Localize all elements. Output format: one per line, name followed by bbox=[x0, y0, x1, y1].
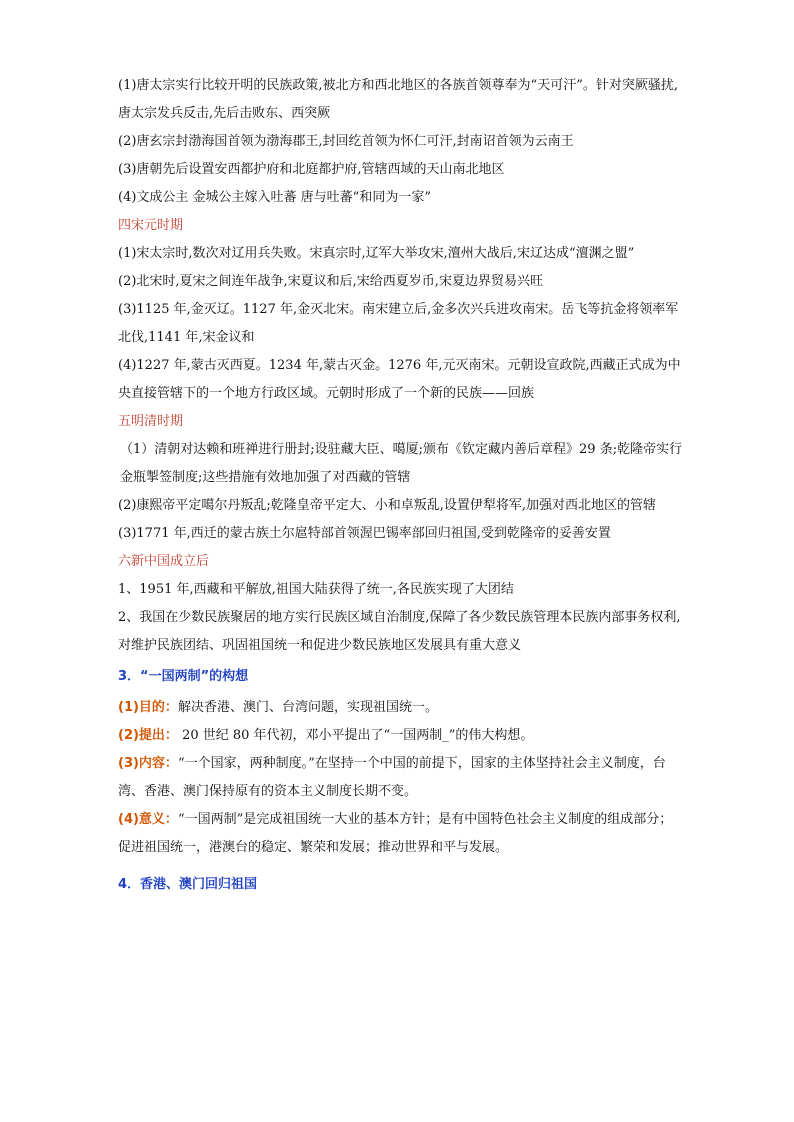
paragraph: (2)唐玄宗封渤海国首领为渤海郡王,封回纥首领为怀仁可汗,封南诏首领为云南王 bbox=[118, 134, 574, 149]
list-item bbox=[118, 750, 684, 806]
paragraph: (3)唐朝先后设置安西都护府和北庭都护府,管辖西域的天山南北地区 bbox=[118, 162, 505, 177]
item-label: (2)提出： bbox=[118, 728, 178, 743]
section-new-china bbox=[118, 548, 684, 660]
item-text: 解决香港、澳门、台湾问题，实现祖国统一。 bbox=[177, 700, 438, 715]
section-hk-macau bbox=[118, 868, 684, 902]
section-tang bbox=[118, 72, 684, 212]
section-song-yuan bbox=[118, 212, 684, 408]
list-item bbox=[118, 722, 684, 750]
item-text: “一个国家，两种制度。”在坚持一个中国的前提下，国家的主体坚持社会主义制度，台湾、香港、澳门保持原有的资本主义制度长期不变。 bbox=[118, 756, 666, 799]
section-heading: 四宋元时期 bbox=[118, 218, 184, 233]
paragraph: 2、我国在少数民族聚居的地方实行民族区域自治制度,保障了各少数民族管理本民族内部事务权利,对维护民族团结、巩固祖国统一和促进少数民族地区发展具有重大意义 bbox=[118, 610, 681, 653]
item-label: (3)内容： bbox=[118, 756, 178, 771]
item-label: (4)意义： bbox=[118, 812, 178, 827]
paragraph: （1）清朝对达赖和班禅进行册封;设驻藏大臣、噶厦;颁布《钦定藏内善后章程》29 条;乾隆帝实行金瓶掣签制度;这些措施有效地加强了对西藏的管辖 bbox=[120, 442, 683, 485]
item-text: “一国两制”是完成祖国统一大业的基本方针；是有中国特色社会主义制度的组成部分；促进祖国统一，港澳台的稳定、繁荣和发展；推动世界和平与发展。 bbox=[118, 812, 673, 855]
section-heading: 4．香港、澳门回归祖国 bbox=[118, 877, 258, 892]
paragraph: (2)北宋时,夏宋之间连年战争,宋夏议和后,宋给西夏岁币,宋夏边界贸易兴旺 bbox=[118, 274, 543, 289]
section-heading: 五明清时期 bbox=[118, 414, 184, 429]
paragraph: (4)1227 年,蒙古灭西夏。1234 年,蒙古灭金。1276 年,元灭南宋。元朝设宣政院,西藏正式成为中央直接管辖下的一个地方行政区域。元朝时形成了一个新的民族——回族 bbox=[118, 358, 681, 401]
item-text: 20 世纪 80 年代初，邓小平提出了“一国两制_”的伟大构想。 bbox=[177, 728, 534, 743]
paragraph: (3)1771 年,西迁的蒙古族土尔扈特部首领渥巴锡率部回归祖国,受到乾隆帝的妥善安置 bbox=[118, 526, 611, 541]
section-ming-qing bbox=[118, 408, 684, 548]
paragraph: (4)文成公主 金城公主嫁入吐蕃 唐与吐蕃“和同为一家” bbox=[118, 190, 431, 205]
paragraph: (1)唐太宗实行比较开明的民族政策,被北方和西北地区的各族首领尊奉为“天可汗”。针对突厥骚扰,唐太宗发兵反击,先后击败东、西突厥 bbox=[118, 78, 678, 121]
paragraph: 1、1951 年,西藏和平解放,祖国大陆获得了统一,各民族实现了大团结 bbox=[118, 582, 514, 597]
item-label: (1)目的： bbox=[118, 700, 178, 715]
paragraph: (3)1125 年,金灭辽。1127 年,金灭北宋。南宋建立后,金多次兴兵进攻南宋。岳飞等抗金将领率军北伐,1141 年,宋金议和 bbox=[118, 302, 679, 345]
section-one-country-two-systems bbox=[118, 660, 684, 862]
list-item bbox=[118, 694, 684, 722]
section-heading: 六新中国成立后 bbox=[118, 554, 210, 569]
section-heading: 3．“一国两制”的构想 bbox=[118, 669, 249, 684]
list-item bbox=[118, 806, 684, 862]
paragraph: (2)康熙帝平定噶尔丹叛乱;乾隆皇帝平定大、小和卓叛乱,设置伊犁将军,加强对西北地区的管辖 bbox=[118, 498, 657, 513]
paragraph: (1)宋太宗时,数次对辽用兵失败。宋真宗时,辽军大举攻宋,澶州大战后,宋辽达成“澶渊之盟” bbox=[118, 246, 635, 261]
